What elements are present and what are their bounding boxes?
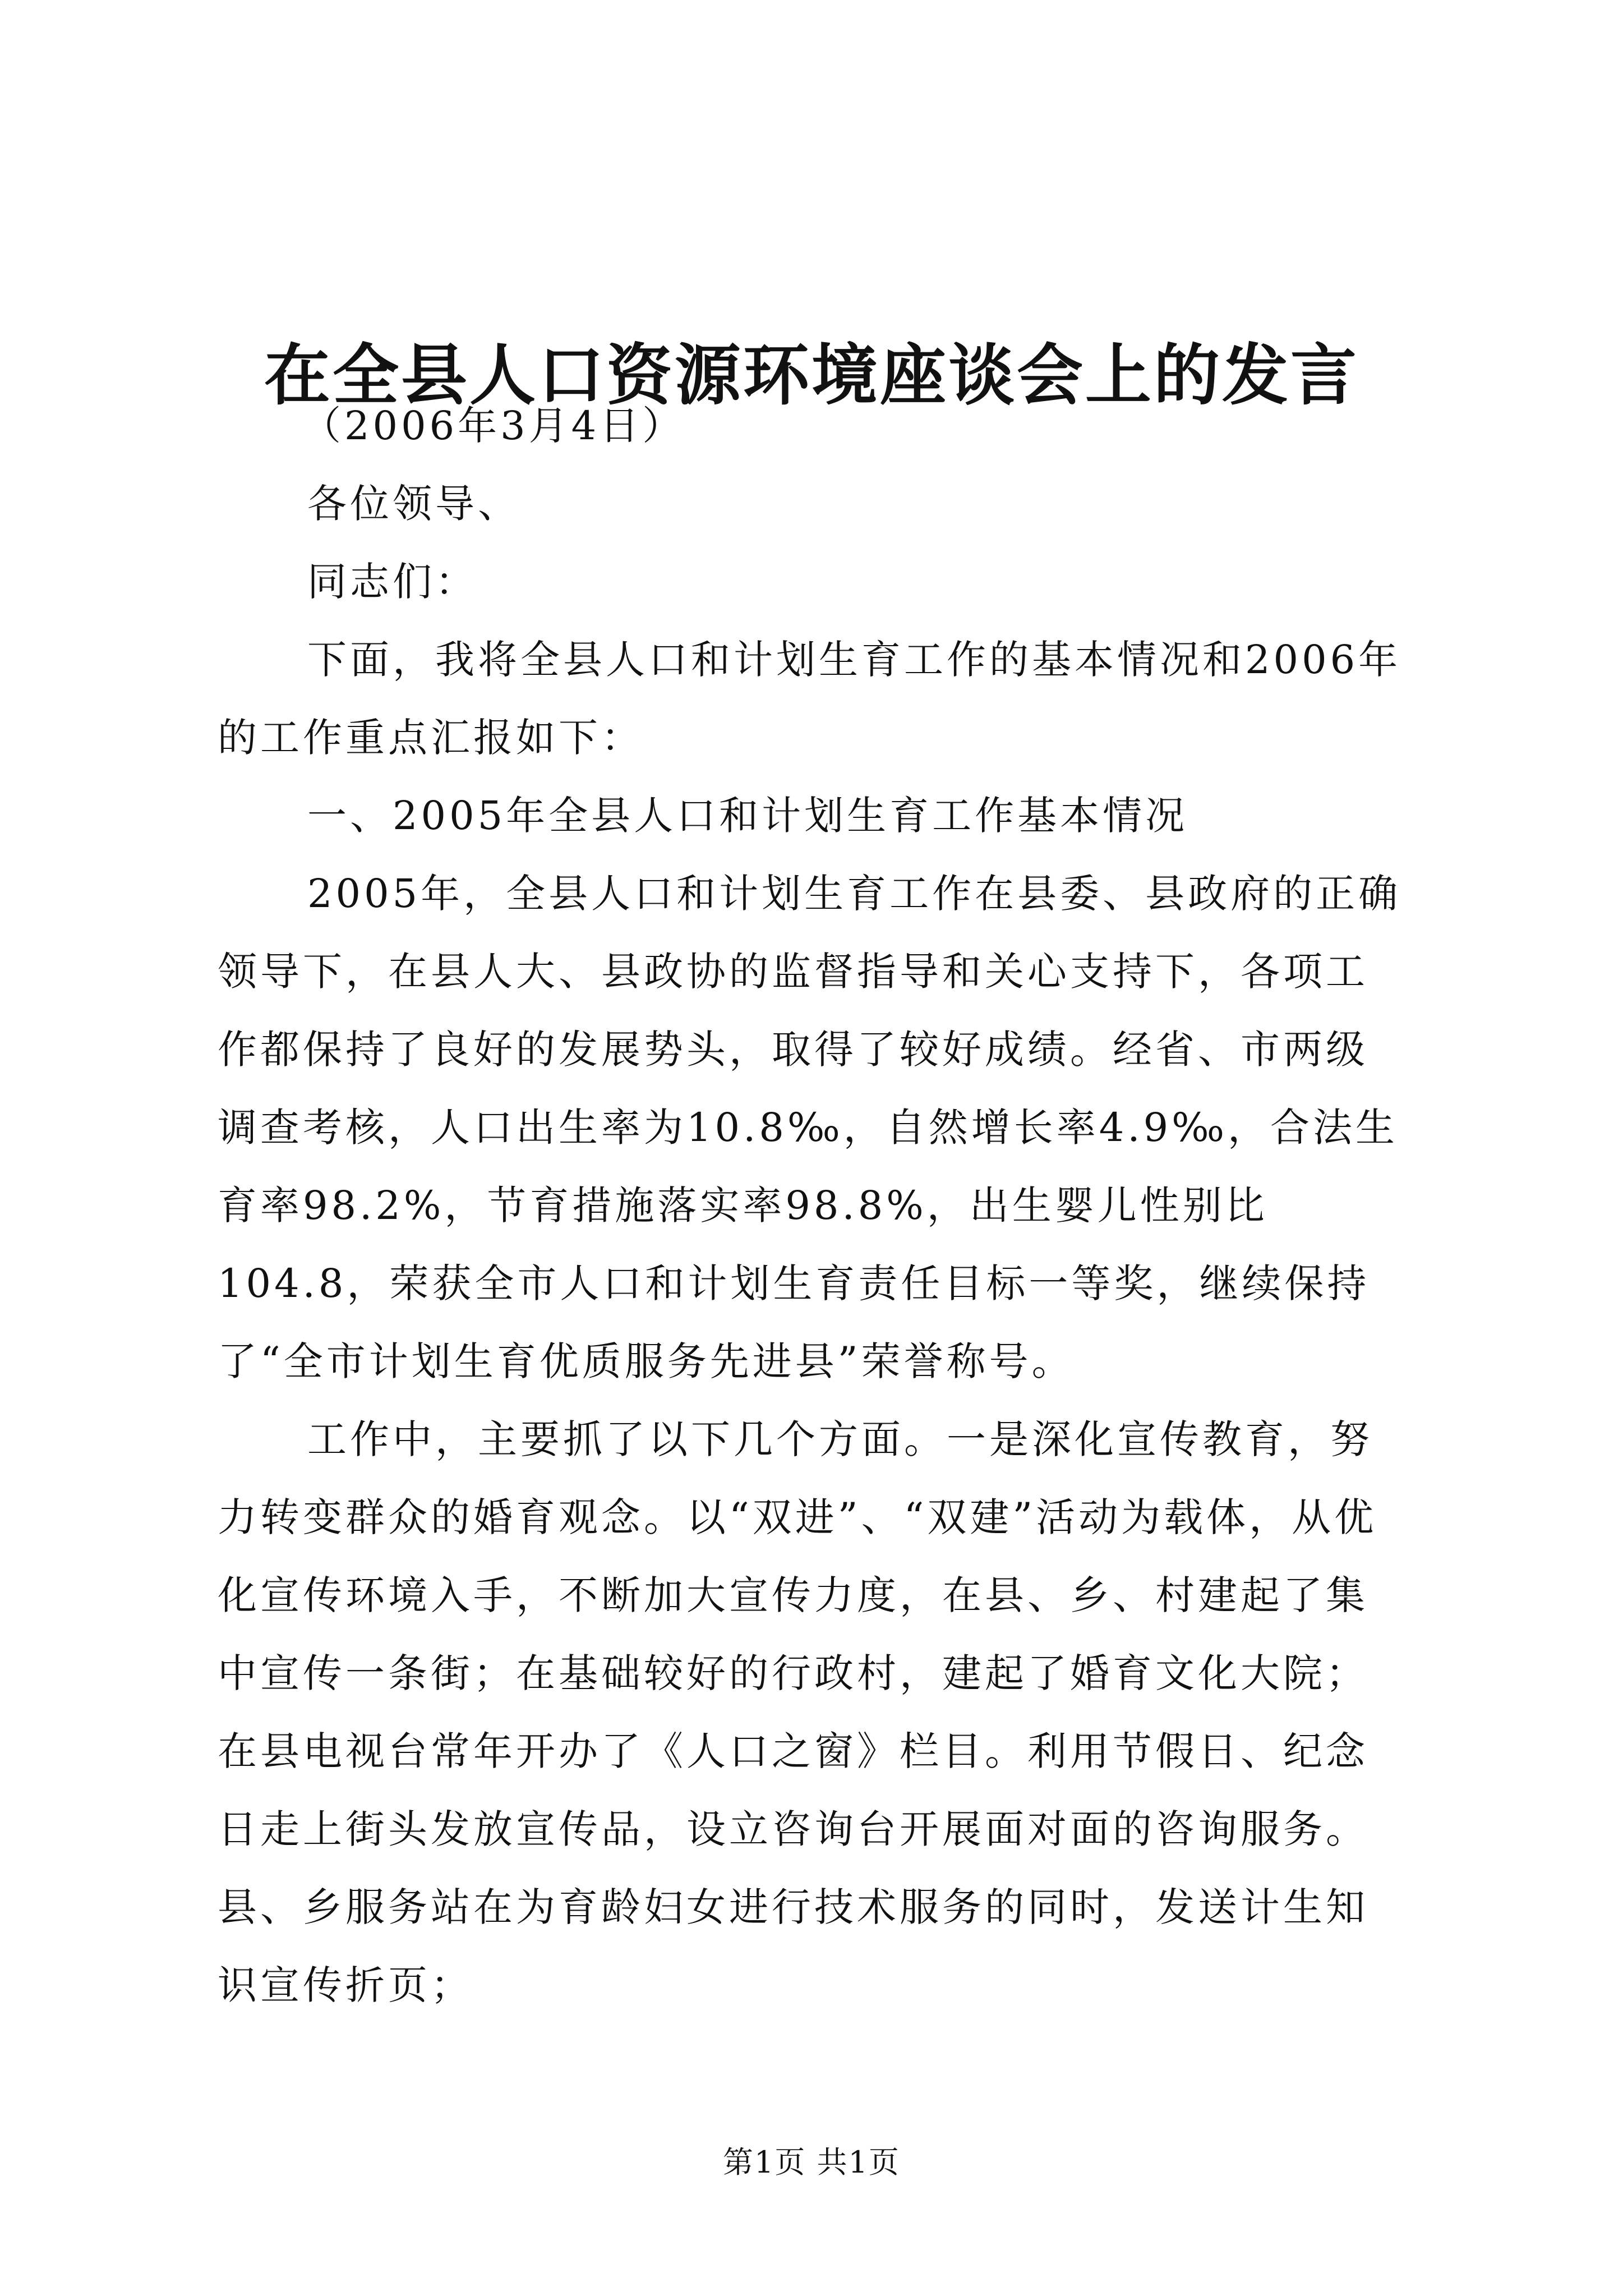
- document-body: [218, 387, 1407, 2024]
- paragraph-summary: 2005年，全县人口和计划生育工作在县委、县政府的正确领导下，在县人大、县政协的监督指导和关心支持下，各项工作都保持了良好的发展势头，取得了较好成绩。经省、市两级调查考核，人口出生率为10.8‰，自然增长率4.9‰，合法生育率98.2%，节育措施落实率98.8%，出生婴儿性别比104.8，荣获全市人口和计划生育责任目标一等奖，继续保持了“全市计划生育优质服务先进县”荣誉称号。: [218, 871, 1401, 1384]
- document-date: （2006年3月4日）: [302, 403, 685, 449]
- page-footer: 第1页 共1页: [723, 2145, 900, 2180]
- document-title: 在全县人口资源环境座谈会上的发言: [264, 336, 1359, 415]
- paragraph-work: 工作中，主要抓了以下几个方面。一是深化宣传教育，努力转变群众的婚育观念。以“双进”、“双建”活动为载体，从优化宣传环境入手，不断加大宣传力度，在县、乡、村建起了集中宣传一条街；在基础较好的行政村，建起了婚育文化大院；在县电视台常年开办了《人口之窗》栏目。利用节假日、纪念日走上街头发放宣传品，设立咨询台开展面对面的咨询服务。县、乡服务站在为育龄妇女进行技术服务的同时，发送计生知识宣传折页；: [218, 1416, 1377, 2008]
- paragraph-intro: 下面，我将全县人口和计划生育工作的基本情况和2006年的工作重点汇报如下：: [218, 637, 1401, 761]
- salutation-line-1: 各位领导、: [307, 481, 520, 527]
- section-heading: 一、2005年全县人口和计划生育工作基本情况: [307, 793, 1188, 839]
- salutation-line-2: 同志们：: [307, 559, 478, 605]
